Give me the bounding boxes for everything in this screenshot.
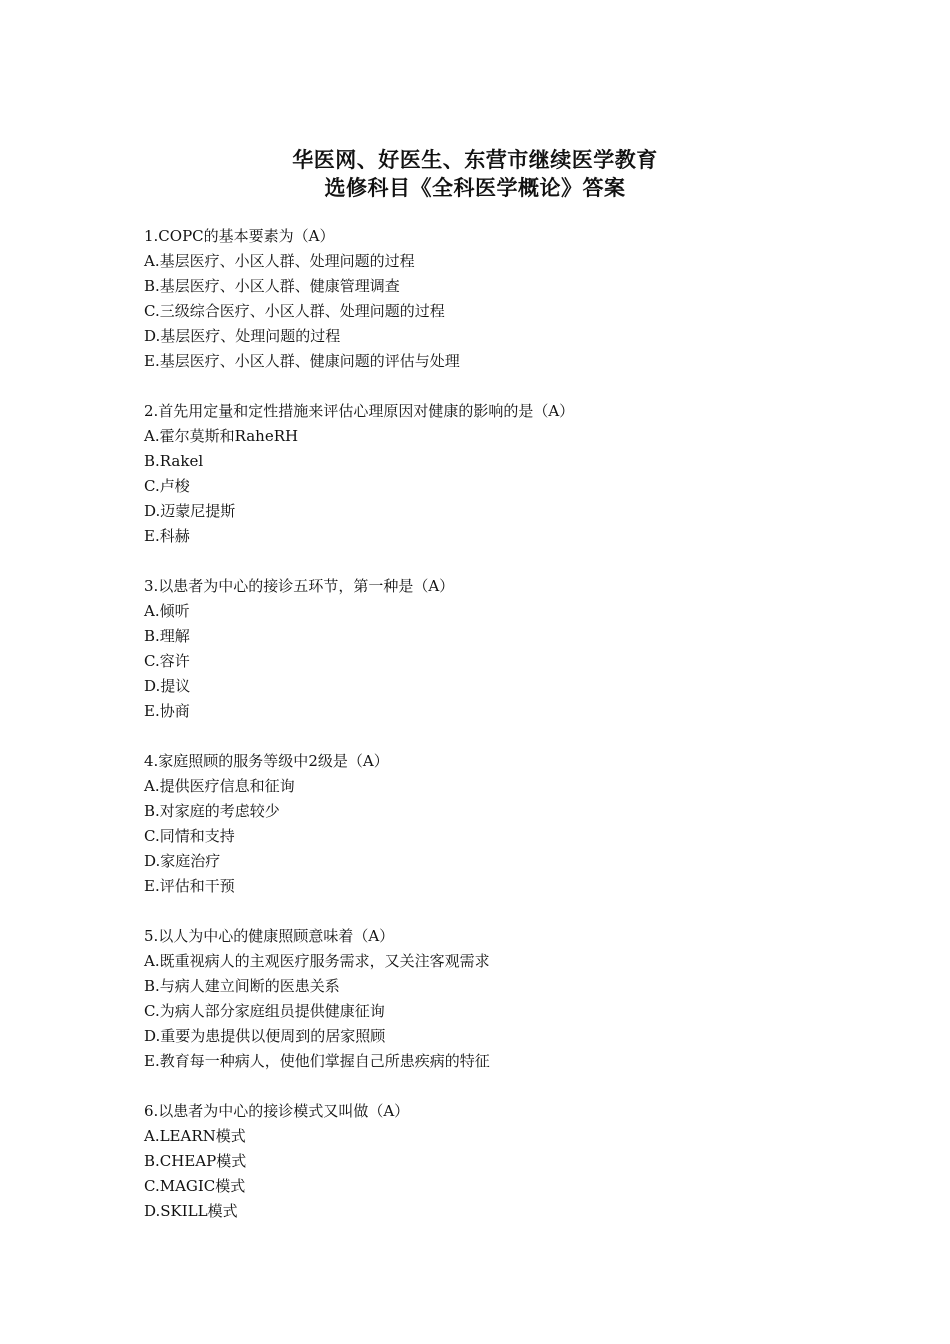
option-e: E.基层医疗、小区人群、健康问题的评估与处理: [144, 352, 460, 370]
question-1: [144, 224, 844, 374]
option-b: B.与病人建立间断的医患关系: [144, 977, 340, 995]
question-stem: 1.COPC的基本要素为（A）: [144, 227, 335, 245]
option-a: A.既重视病人的主观医疗服务需求，又关注客观需求: [144, 952, 490, 970]
question-6: [144, 1099, 844, 1224]
option-d: D.提议: [144, 677, 191, 695]
option-c: C.MAGIC模式: [144, 1177, 246, 1195]
option-e: E.科赫: [144, 527, 190, 545]
option-d: D.迈蒙尼提斯: [144, 502, 236, 520]
question-stem: 4.家庭照顾的服务等级中2级是（A）: [144, 752, 389, 770]
option-b: B.基层医疗、小区人群、健康管理调查: [144, 277, 400, 295]
option-d: D.家庭治疗: [144, 852, 221, 870]
option-a: A.LEARN模式: [144, 1127, 246, 1145]
option-b: B.Rakel: [144, 452, 204, 470]
option-d: D.基层医疗、处理问题的过程: [144, 327, 341, 345]
option-d: D.SKILL模式: [144, 1202, 238, 1220]
question-list: [144, 224, 844, 1249]
question-3: [144, 574, 844, 724]
question-stem: 5.以人为中心的健康照顾意味着（A）: [144, 927, 395, 945]
option-d: D.重要为患提供以便周到的居家照顾: [144, 1027, 386, 1045]
option-c: C.容许: [144, 652, 190, 670]
question-stem: 2.首先用定量和定性措施来评估心理原因对健康的影响的是（A）: [144, 402, 575, 420]
option-e: E.教育每一种病人，使他们掌握自己所患疾病的特征: [144, 1052, 490, 1070]
option-c: C.卢梭: [144, 477, 190, 495]
option-e: E.评估和干预: [144, 877, 235, 895]
option-e: E.协商: [144, 702, 190, 720]
option-a: A.提供医疗信息和征询: [144, 777, 295, 795]
option-c: C.三级综合医疗、小区人群、处理问题的过程: [144, 302, 445, 320]
option-a: A.基层医疗、小区人群、处理问题的过程: [144, 252, 415, 270]
option-a: A.霍尔莫斯和RaheRH: [144, 427, 299, 445]
option-b: B.理解: [144, 627, 190, 645]
document-title: [0, 146, 950, 202]
option-c: C.同情和支持: [144, 827, 235, 845]
title-line-2: 选修科目《全科医学概论》答案: [324, 176, 626, 200]
option-c: C.为病人部分家庭组员提供健康征询: [144, 1002, 385, 1020]
title-line-1: 华医网、好医生、东营市继续医学教育: [292, 148, 658, 172]
question-5: [144, 924, 844, 1074]
option-b: B.CHEAP模式: [144, 1152, 247, 1170]
question-2: [144, 399, 844, 549]
question-4: [144, 749, 844, 899]
question-stem: 3.以患者为中心的接诊五环节，第一种是（A）: [144, 577, 455, 595]
option-b: B.对家庭的考虑较少: [144, 802, 280, 820]
option-a: A.倾听: [144, 602, 190, 620]
question-stem: 6.以患者为中心的接诊模式又叫做（A）: [144, 1102, 410, 1120]
